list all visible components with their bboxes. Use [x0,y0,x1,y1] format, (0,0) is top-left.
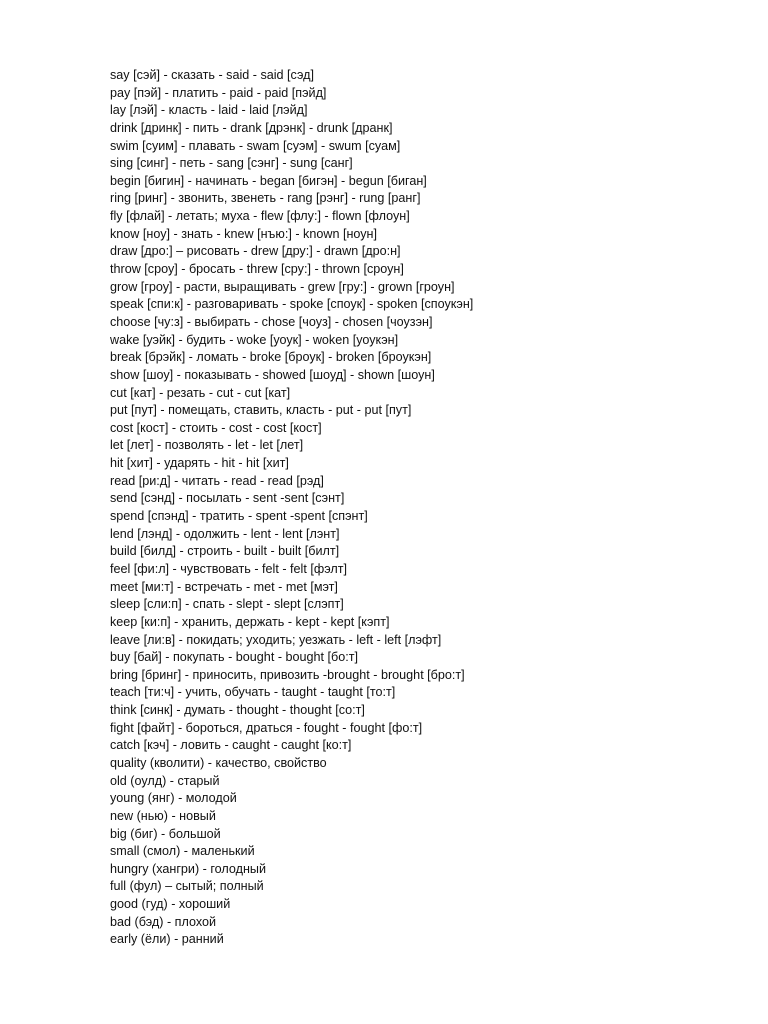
vocabulary-line: bring [бринг] - приносить, привозить -brought - brought [бро:т] [110,667,465,682]
vocabulary-line: sleep [сли:п] - спать - slept - slept [слэпт] [110,597,344,612]
vocabulary-line: bad (бэд) - плохой [110,914,217,929]
vocabulary-line: sing [синг] - петь - sang [сэнг] - sung [санг] [110,156,353,171]
vocabulary-line: throw [сроу] - бросать - threw [сру:] - thrown [сроун] [110,262,404,277]
vocabulary-line: teach [ти:ч] - учить, обучать - taught - taught [то:т] [110,685,396,700]
vocabulary-line: speak [спи:к] - разговаривать - spoke [споук] - spoken [споукэн] [110,297,474,312]
vocabulary-line: read [ри:д] - читать - read - read [рэд] [110,473,324,488]
vocabulary-line: fight [файт] - бороться, драться - fought - fought [фо:т] [110,720,423,735]
vocabulary-line: draw [дро:] – рисовать - drew [дру:] - drawn [дро:н] [110,244,401,259]
vocabulary-line: young (янг) - молодой [110,791,237,806]
vocabulary-line: catch [кэч] - ловить - caught - caught [ко:т] [110,738,352,753]
vocabulary-line: feel [фи:л] - чувствовать - felt - felt [фэлт] [110,561,347,576]
vocabulary-line: new (нью) - новый [110,808,216,823]
vocabulary-line: cut [кат] - резать - cut - cut [кат] [110,385,291,400]
vocabulary-line: early (ёли) - ранний [110,932,224,947]
vocabulary-line: spend [спэнд] - тратить - spent -spent [спэнт] [110,509,368,524]
vocabulary-line: break [брэйк] - ломать - broke [броук] - broken [броукэн] [110,350,432,365]
vocabulary-line: grow [гроу] - расти, выращивать - grew [гру:] - grown [гроун] [110,279,455,294]
vocabulary-line: put [пут] - помещать, ставить, класть - put - put [пут] [110,403,412,418]
vocabulary-line: choose [чу:з] - выбирать - chose [чоуз] - chosen [чоузэн] [110,314,433,329]
vocabulary-list [110,67,473,949]
vocabulary-line: say [сэй] - сказать - said - said [сэд] [110,68,314,82]
vocabulary-line: hit [хит] - ударять - hit - hit [хит] [110,456,289,471]
vocabulary-line: pay [пэй] - платить - paid - paid [пэйд] [110,85,327,100]
vocabulary-line: leave [ли:в] - покидать; уходить; уезжать - left - left [лэфт] [110,632,442,647]
vocabulary-line: big (биг) - большой [110,826,221,841]
vocabulary-line: send [сэнд] - посылать - sent -sent [сэнт] [110,491,345,506]
vocabulary-line: swim [суим] - плавать - swam [суэм] - swum [суам] [110,138,401,153]
vocabulary-line: build [билд] - строить - built - built [билт] [110,544,340,559]
vocabulary-line: old (оулд) - старый [110,773,220,788]
vocabulary-line: small (смол) - маленький [110,844,255,859]
vocabulary-line: full (фул) – сытый; полный [110,879,264,894]
vocabulary-line: buy [бай] - покупать - bought - bought [бо:т] [110,650,359,665]
vocabulary-line: show [шоу] - показывать - showed [шоуд] - shown [шоун] [110,367,435,382]
vocabulary-line: think [синк] - думать - thought - thought [со:т] [110,703,365,718]
vocabulary-line: good (гуд) - хороший [110,897,231,912]
vocabulary-line: quality (кволити) - качество, свойство [110,755,327,770]
vocabulary-line: lend [лэнд] - одолжить - lent - lent [лэнт] [110,526,340,541]
vocabulary-line: fly [флай] - летать; муха - flew [флу:] - flown [флоун] [110,209,410,224]
vocabulary-line: meet [ми:т] - встречать - met - met [мэт] [110,579,338,594]
vocabulary-line: keep [ки:п] - хранить, держать - kept - kept [кэпт] [110,614,390,629]
vocabulary-line: ring [ринг] - звонить, звенеть - rang [рэнг] - rung [ранг] [110,191,421,206]
vocabulary-line: drink [дринк] - пить - drank [дрэнк] - drunk [дранк] [110,120,393,135]
vocabulary-line: cost [кост] - стоить - cost - cost [кост] [110,420,322,435]
vocabulary-line: lay [лэй] - класть - laid - laid [лэйд] [110,103,308,118]
vocabulary-line: begin [бигин] - начинать - began [бигэн] - begun [биган] [110,173,427,188]
vocabulary-line: know [ноу] - знать - knew [нъю:] - known [ноун] [110,226,378,241]
vocabulary-line: let [лет] - позволять - let - let [лет] [110,438,304,453]
vocabulary-line: hungry (хангри) - голодный [110,861,266,876]
vocabulary-line: wake [уэйк] - будить - woke [уоук] - woken [уоукэн] [110,332,399,347]
